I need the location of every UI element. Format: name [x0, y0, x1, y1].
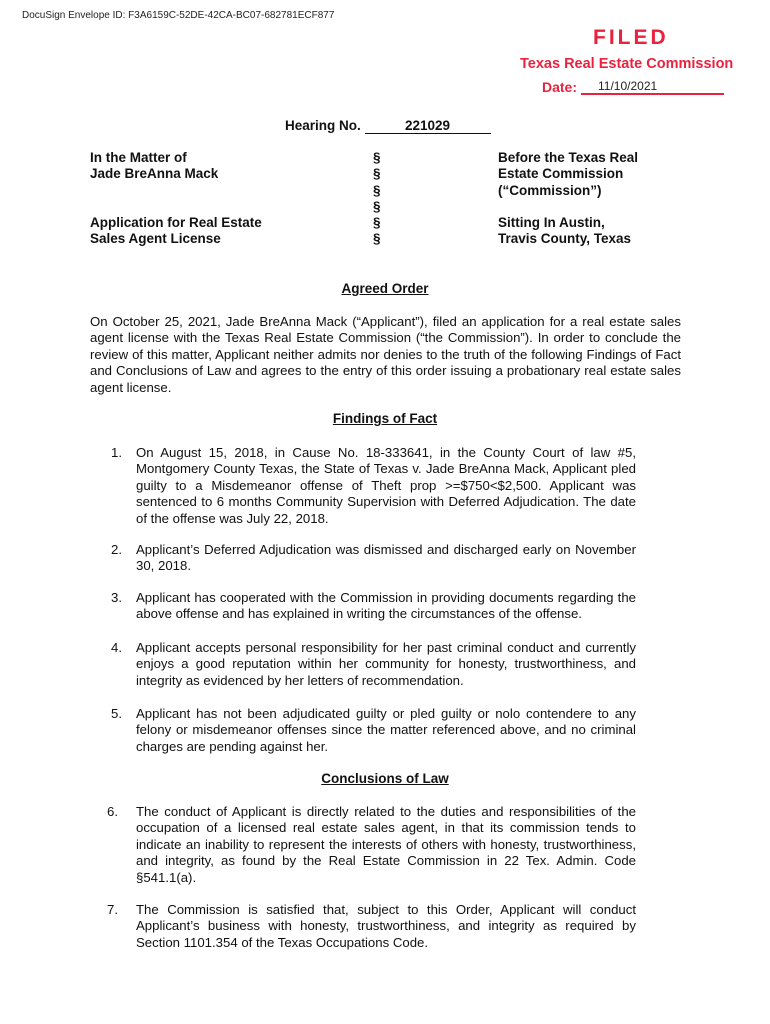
stamp-date-line	[581, 93, 724, 95]
conclusions-heading: Conclusions of Law	[321, 771, 449, 786]
stamp-date-value: 11/10/2021	[598, 79, 658, 93]
hearing-label: Hearing No.	[285, 118, 361, 133]
finding-number: 1.	[111, 445, 122, 460]
finding-text: Applicant has not been adjudicated guilty or pled guilty or nolo contendere to any felony or misdemeanor offenses since the matter referenced above, and no criminal charges are pending against her.	[136, 706, 636, 754]
finding-text: Applicant’s Deferred Adjudication was dismissed and discharged early on November 30, 2018.	[136, 542, 636, 574]
conclusion-text: The Commission is satisfied that, subject to this Order, Applicant will conduct Applicant’s business with honesty, trustworthiness, and integrity as required by Section 1101.354 of the Texas Occupations Code.	[136, 902, 636, 950]
conclusion-text: The conduct of Applicant is directly related to the duties and responsibilities of the occupation of a licensed real estate sales agent, in that its commission tends to indicate an inability to represent the interests of others with honesty, trustworthiness, and integrity, as found by the Real Estate Commission in 22 Tex. Admin. Code §541.1(a).	[136, 804, 636, 885]
caption-section-marks: § § § § § §	[373, 150, 381, 247]
conclusion-number: 6.	[107, 804, 118, 819]
finding-text: Applicant accepts personal responsibility for her past criminal conduct and currently enjoys a good reputation within her community for honesty, trustworthiness, and integrity as evidenced by her letters of recommendation.	[136, 640, 636, 688]
agreed-order-heading: Agreed Order	[341, 281, 429, 296]
finding-number: 4.	[111, 640, 122, 655]
finding-number: 2.	[111, 542, 122, 557]
caption-sitting: Sitting In Austin, Travis County, Texas	[498, 215, 632, 247]
caption-before: Before the Texas Real Estate Commission (“Commission”)	[498, 150, 639, 198]
stamp-commission: Texas Real Estate Commission	[520, 56, 734, 72]
caption-application: Application for Real Estate Sales Agent License	[90, 215, 262, 247]
finding-number: 3.	[111, 590, 122, 605]
caption-matter: In the Matter of Jade BreAnna Mack	[90, 150, 219, 182]
filed-stamp: FILED	[593, 26, 669, 49]
conclusion-number: 7.	[107, 902, 118, 917]
hearing-number	[285, 118, 491, 134]
finding-number: 5.	[111, 706, 122, 721]
stamp-date-label: Date:	[542, 79, 578, 95]
findings-heading: Findings of Fact	[332, 411, 438, 426]
hearing-number-value: 221029	[365, 119, 491, 134]
intro-paragraph: On October 25, 2021, Jade BreAnna Mack (“Applicant”), filed an application for a real estate sales agent license with the Texas Real Estate Commission (“the Commission”). In order to conclude the review of this matter, Applicant neither admits nor denies to the truth of the following Findings of Fact and Conclusions of Law and agrees to the entry of this order issuing a probationary real estate sales agent license.	[90, 314, 681, 395]
finding-text: On August 15, 2018, in Cause No. 18-333641, in the County Court of law #5, Montgomery County Texas, the State of Texas v. Jade BreAnna Mack, Applicant pled guilty to a Misdemeanor offense of Theft prop >=$750<$2,500. Applicant was sentenced to 6 months Community Supervision with Deferred Adjudication. The date of the offense was July 22, 2018.	[136, 445, 636, 526]
envelope-id: DocuSign Envelope ID: F3A6159C-52DE-42CA-BC07-682781ECF877	[22, 10, 335, 21]
finding-text: Applicant has cooperated with the Commission in providing documents regarding the above offense and has explained in writing the circumstances of the offense.	[136, 590, 636, 622]
